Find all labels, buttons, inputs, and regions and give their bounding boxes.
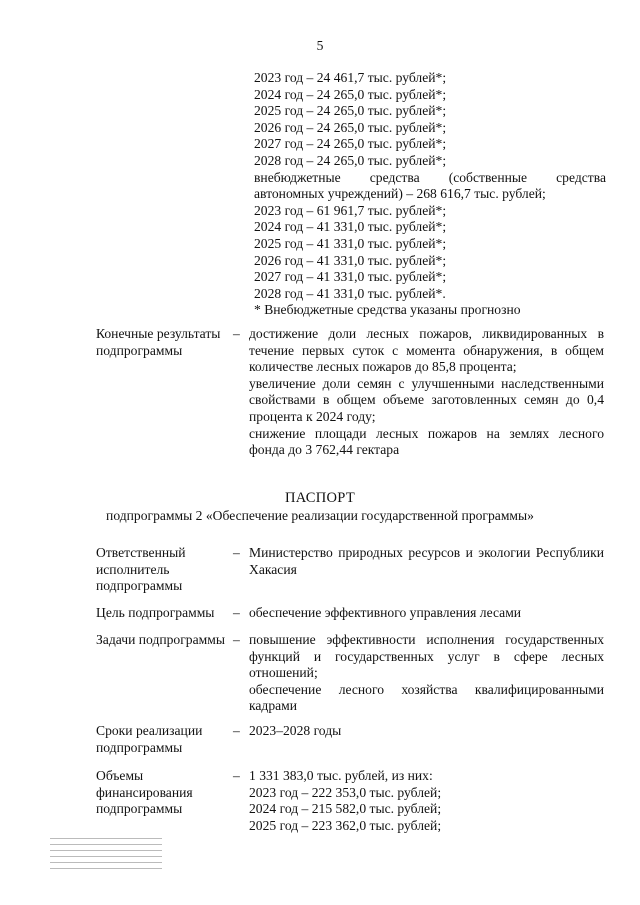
row-value: [249, 768, 604, 834]
result-item: снижение площади лесных пожаров на землях лесного фонда до 3 762,44 гектара: [249, 425, 604, 458]
row-dash: –: [233, 723, 240, 738]
funding-line: 2023 год – 61 961,7 тыс. рублей*;: [254, 202, 447, 218]
funding-line: 2028 год – 41 331,0 тыс. рублей*.: [254, 285, 446, 301]
page-number: 5: [316, 38, 324, 53]
funding-line: 2023 год – 24 461,7 тыс. рублей*;: [254, 70, 447, 85]
row-value-text: 2024 год – 215 582,0 тыс. рублей;: [249, 801, 442, 817]
row-value: [249, 605, 604, 622]
passport-title: ПАСПОРТ: [284, 490, 356, 506]
extrabudget-line: внебюджетные средства (собственные средства: [254, 169, 606, 185]
row-value-text: Министерство природных ресурсов и экологии Республики Хакасия: [249, 545, 604, 577]
row-value-text: обеспечение эффективного управления лесами: [249, 605, 522, 620]
row-value-text: 2023–2028 годы: [249, 723, 342, 738]
funding-line: 2025 год – 24 265,0 тыс. рублей*;: [254, 103, 447, 119]
row-dash: –: [233, 326, 240, 341]
row-dash: –: [233, 768, 240, 783]
funding-line: 2027 год – 24 265,0 тыс. рублей*;: [254, 136, 447, 152]
row-value: [249, 723, 604, 740]
row-dash: –: [233, 605, 240, 620]
row-value-text: 1 331 383,0 тыс. рублей, из них:: [249, 768, 433, 783]
results-value: [249, 326, 604, 459]
row-value: [249, 632, 604, 715]
passport-subtitle: подпрограммы 2 «Обеспечение реализации государственной программы»: [106, 508, 534, 523]
row-label: Ответственный исполнитель подпрограммы: [96, 545, 186, 594]
row-value-text: 2023 год – 222 353,0 тыс. рублей;: [249, 784, 442, 800]
row-label: Объемы финансирования подпрограммы: [96, 768, 193, 817]
funding-line: 2025 год – 41 331,0 тыс. рублей*;: [254, 235, 447, 251]
footnote: * Внебюджетные средства указаны прогнозно: [254, 302, 521, 318]
result-item: достижение доли лесных пожаров, ликвидированных в течение первых суток с момента обнаружения, в общем количестве лесных пожаров до 85,8 процента;: [249, 326, 604, 375]
funding-line: 2026 год – 41 331,0 тыс. рублей*;: [254, 252, 447, 268]
results-label: Конечные результаты подпрограммы: [96, 326, 221, 358]
row-value-text: обеспечение лесного хозяйства квалифицированными кадрами: [249, 681, 604, 714]
funding-line: 2024 год – 24 265,0 тыс. рублей*;: [254, 86, 447, 102]
funding-line: 2026 год – 24 265,0 тыс. рублей*;: [254, 119, 447, 135]
row-value: [249, 545, 604, 578]
row-dash: –: [233, 632, 240, 647]
row-label: Задачи подпрограммы: [96, 632, 225, 647]
row-value-text: 2025 год – 223 362,0 тыс. рублей;: [249, 817, 442, 833]
extrabudget-line: автономных учреждений) – 268 616,7 тыс. рублей;: [254, 186, 546, 202]
row-value-text: повышение эффективности исполнения государственных функций и государственных услуг в сфере лесных отношений;: [249, 632, 604, 681]
funding-continuation: [254, 70, 606, 319]
funding-line: 2024 год – 41 331,0 тыс. рублей*;: [254, 219, 447, 235]
row-label: Сроки реализации подпрограммы: [96, 723, 203, 755]
funding-line: 2028 год – 24 265,0 тыс. рублей*;: [254, 152, 447, 168]
faded-stamp: [50, 838, 162, 884]
funding-line: 2027 год – 41 331,0 тыс. рублей*;: [254, 269, 447, 285]
row-dash: –: [233, 545, 240, 560]
result-item: увеличение доли семян с улучшенными наследственными свойствами в общем объеме заготовленных семян до 0,4 процента к 2024 году;: [249, 375, 604, 424]
row-label: Цель подпрограммы: [96, 605, 215, 620]
